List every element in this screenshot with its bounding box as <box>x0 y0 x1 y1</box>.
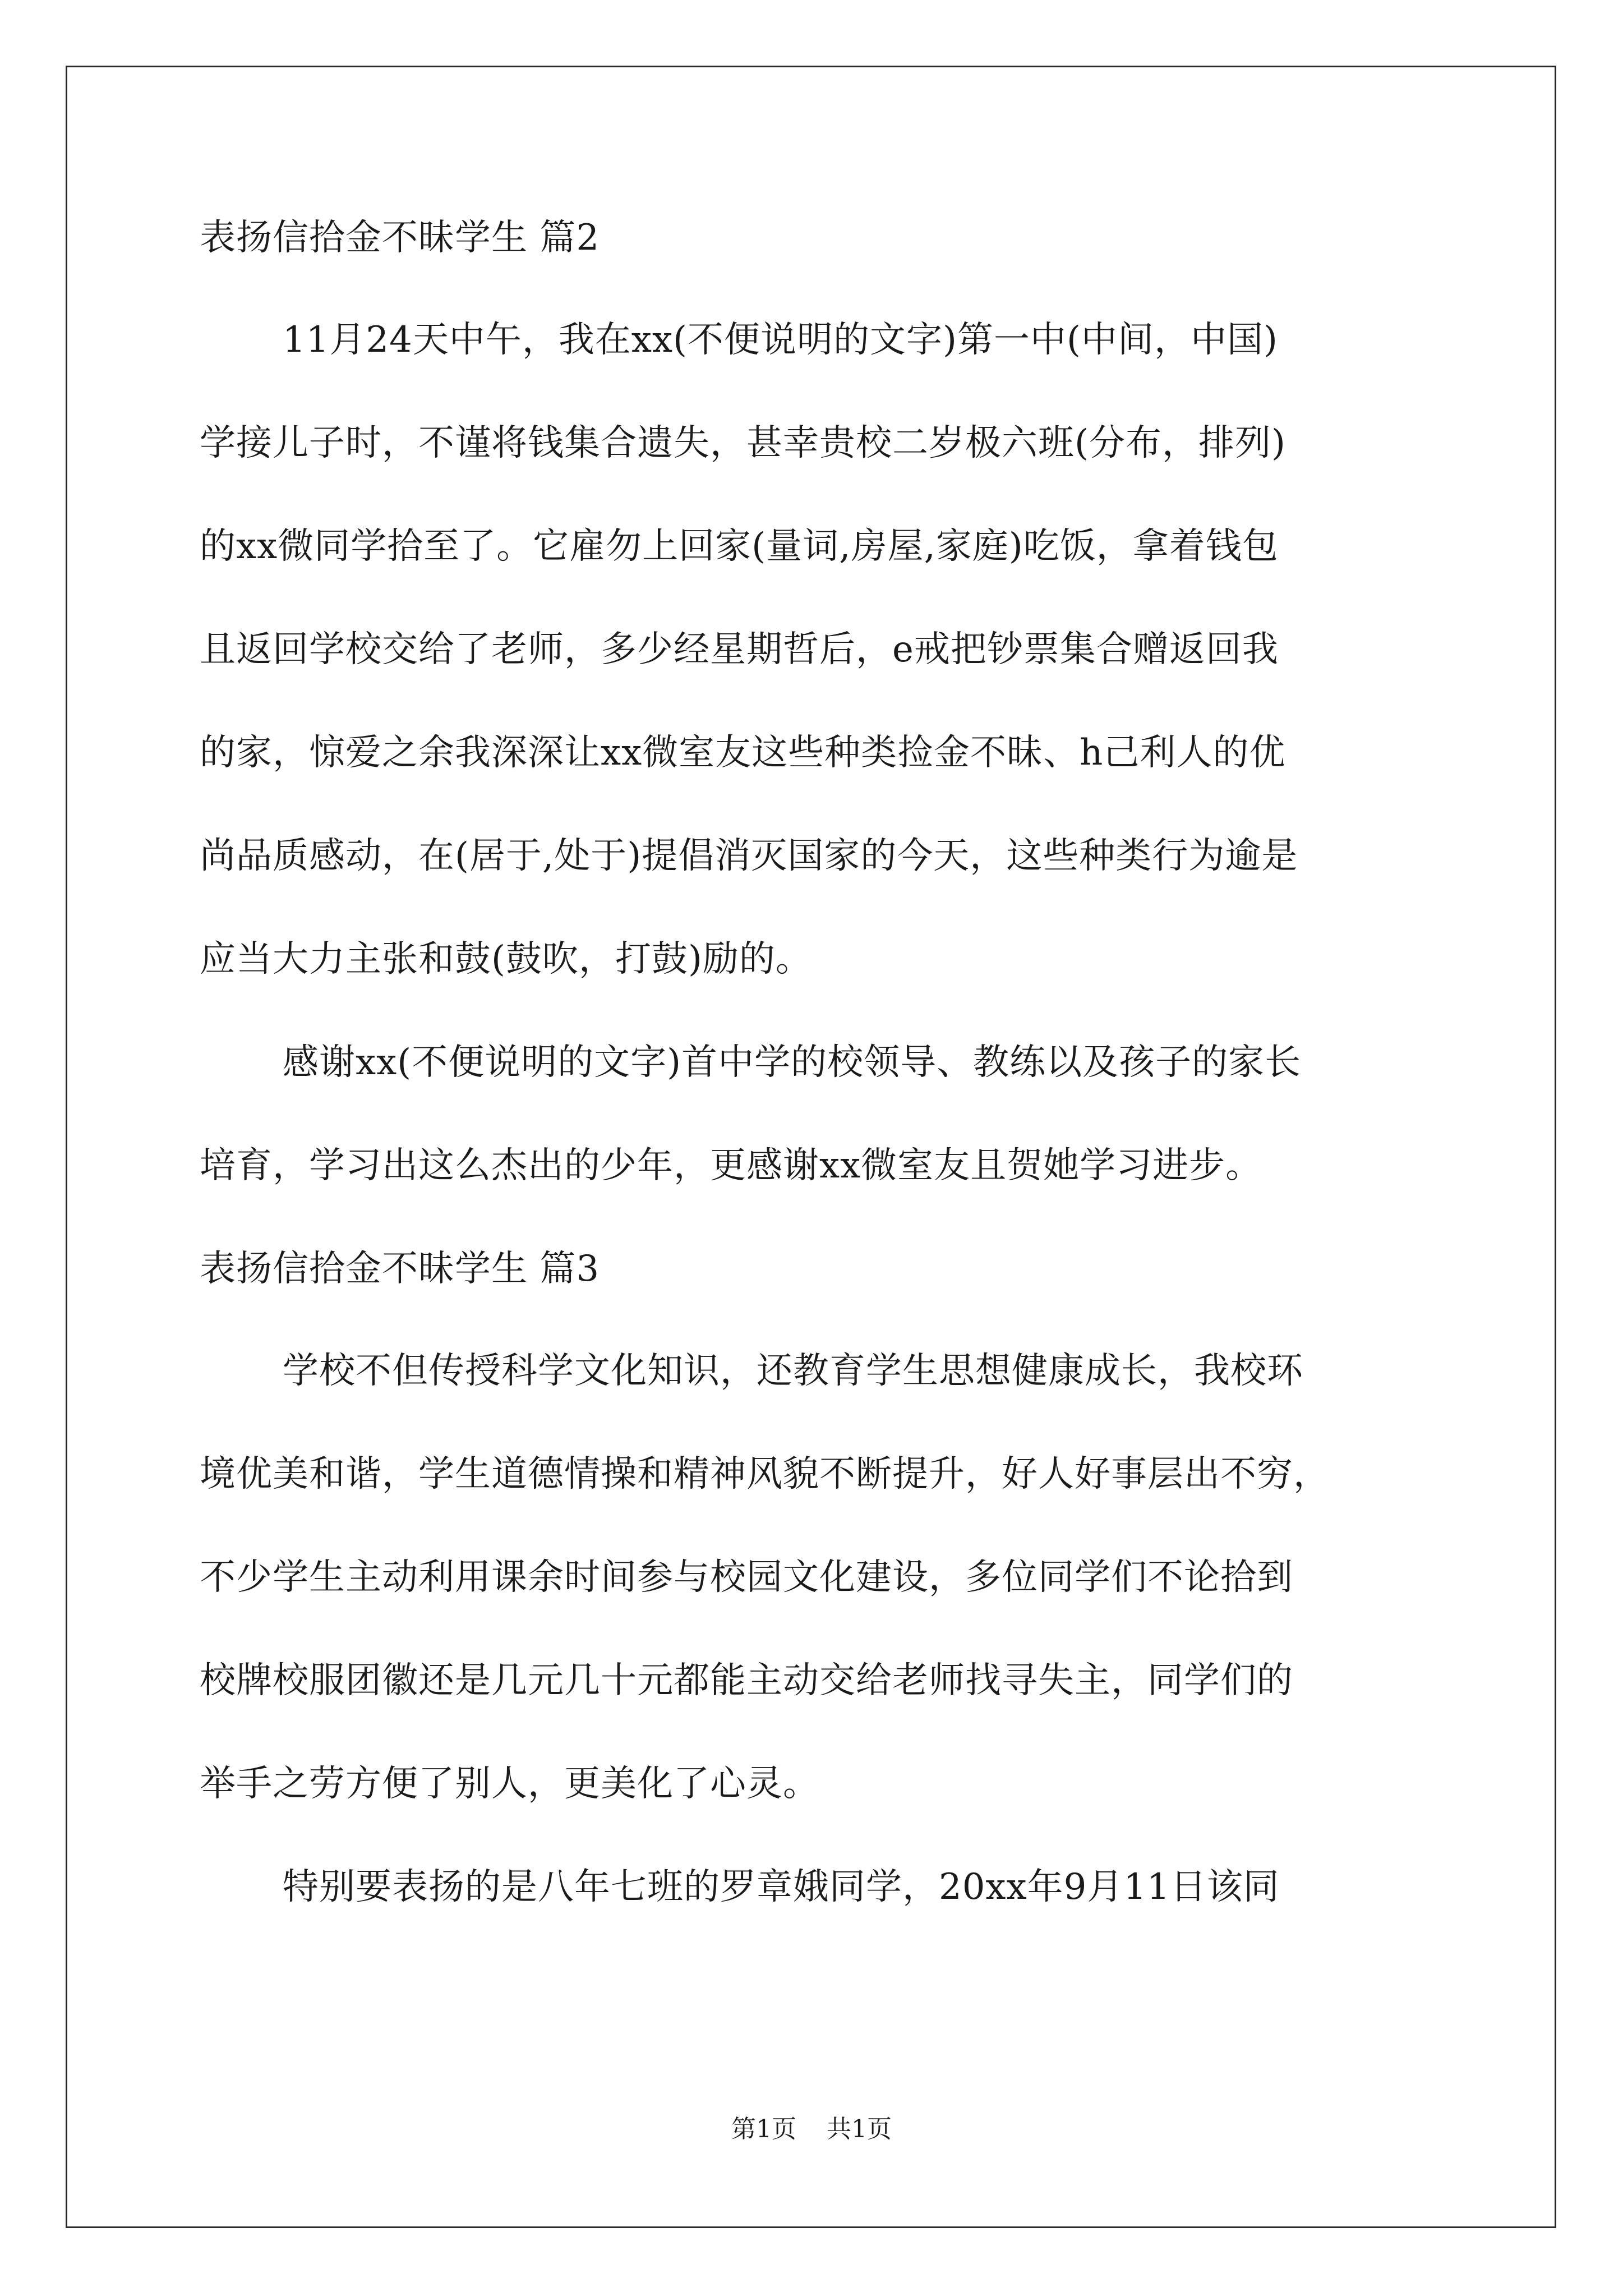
page-number-total: 共1页 <box>827 2115 892 2143</box>
document-body <box>200 213 1422 1966</box>
paragraph-line: 培育，学习出这么杰出的少年，更感谢xx微室友且贺她学习进步。 <box>200 1145 1262 1186</box>
paragraph-line: 的xx微同学拾至了。它雇勿上回家(量词,房屋,家庭)吃饭，拿着钱包 <box>200 526 1279 567</box>
paragraph-line: 应当大力主张和鼓(鼓吹，打鼓)励的。 <box>200 938 812 980</box>
paragraph-line: 学校不但传授科学文化知识，还教育学生思想健康成长，我校环 <box>283 1350 1303 1392</box>
paragraph-line: 11月24天中午，我在xx(不便说明的文字)第一中(中间，中国) <box>283 319 1278 361</box>
paragraph <box>200 1862 1422 1912</box>
paragraph-line: 特别要表扬的是八年七班的罗章娥同学，20xx年9月11日该同 <box>283 1866 1280 1908</box>
page-number-current: 第1页 <box>731 2115 796 2143</box>
paragraph <box>200 315 1422 984</box>
section-heading: 表扬信拾金不昧学生 篇3 <box>200 1248 600 1290</box>
section-heading: 表扬信拾金不昧学生 篇2 <box>200 217 600 259</box>
paragraph-line: 境优美和谐，学生道德情操和精神风貌不断提升，好人好事层出不穷， <box>200 1453 1330 1495</box>
paragraph-line: 的家，惊爱之余我深深让xx微室友这些种类捡金不昧、h己利人的优 <box>200 732 1286 774</box>
paragraph <box>200 1038 1422 1190</box>
paragraph-line: 感谢xx(不便说明的文字)首中学的校领导、教练以及孩子的家长 <box>283 1042 1302 1083</box>
paragraph-line: 不少学生主动利用课余时间参与校园文化建设，多位同学们不论拾到 <box>200 1557 1293 1598</box>
page-footer <box>0 2114 1623 2145</box>
paragraph-line: 举手之劳方便了别人，更美化了心灵。 <box>200 1763 819 1805</box>
paragraph-line: 学接儿子时，不谨将钱集合遗失，甚幸贵校二岁极六班(分布，排列) <box>200 422 1286 464</box>
paragraph-line: 且返回学校交给了老师，多少经星期哲后，e戒把钞票集合赠返回我 <box>200 629 1279 670</box>
paragraph <box>200 1346 1422 1809</box>
paragraph-line: 校牌校服团徽还是几元几十元都能主动交给老师找寻失主，同学们的 <box>200 1660 1293 1701</box>
paragraph-line: 尚品质感动，在(居于,处于)提倡消灭国家的今天，这些种类行为逾是 <box>200 835 1298 877</box>
